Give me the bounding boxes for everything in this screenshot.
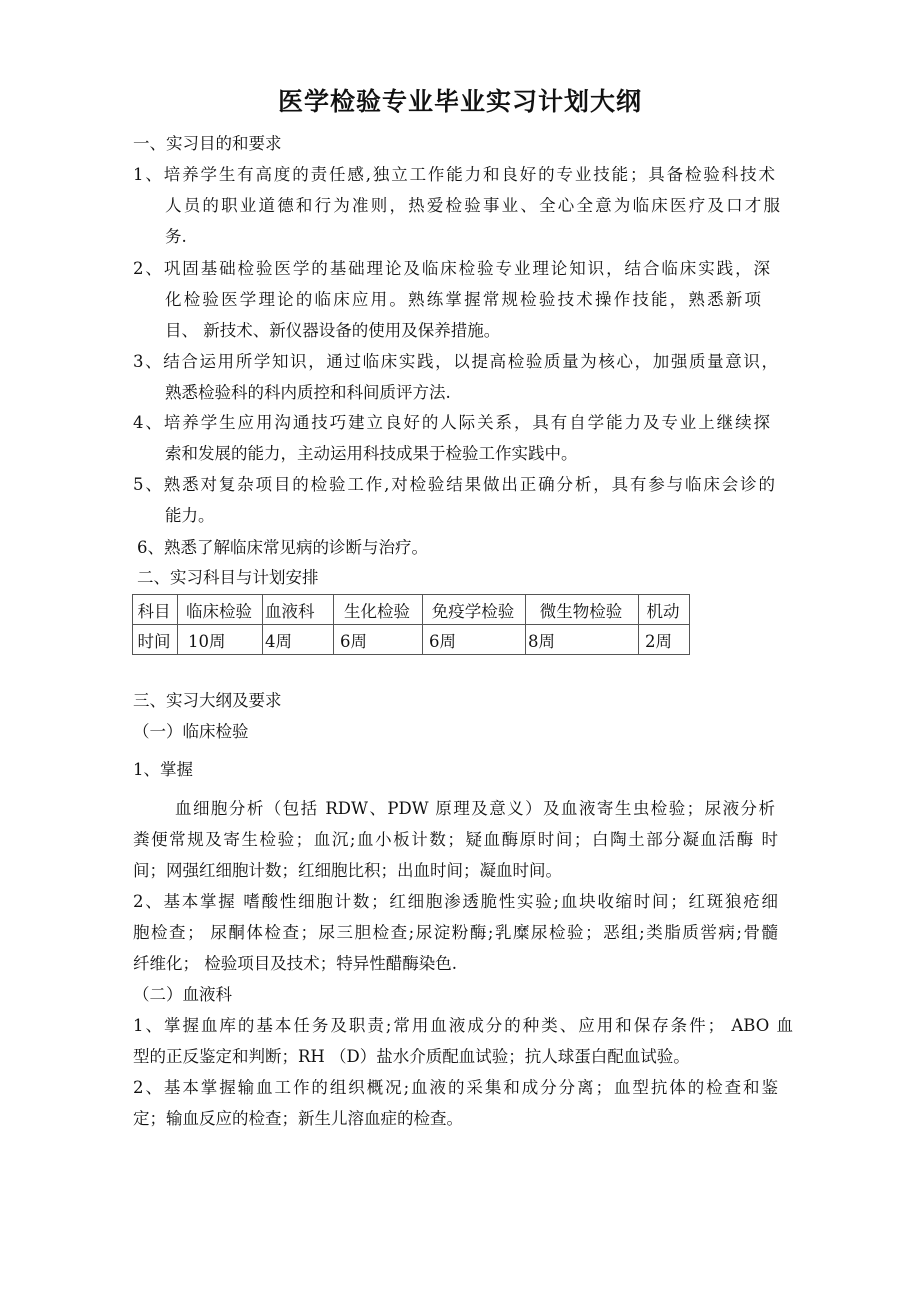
- table-cell: 10周: [178, 625, 263, 655]
- table-cell: 免疫学检验: [423, 595, 526, 625]
- document-title: 医学检验专业毕业实习计划大纲: [277, 87, 642, 116]
- paragraph-line: 1、掌握血库的基本任务及职责;常用血液成分的种类、应用和保存条件； ABO 血: [133, 1016, 793, 1035]
- table-cell: 8周: [526, 625, 639, 655]
- paragraph-line: 1、培养学生有高度的责任感,独立工作能力和良好的专业技能；具备检验科技术: [133, 165, 775, 184]
- table-cell: 时间: [133, 625, 178, 655]
- table-cell: 6周: [334, 625, 423, 655]
- subsection-heading: （一）临床检验: [133, 722, 249, 741]
- paragraph-line: 务.: [165, 227, 187, 246]
- table-cell: 4周: [263, 625, 334, 655]
- paragraph-line: 4、培养学生应用沟通技巧建立良好的人际关系，具有自学能力及专业上继续探: [133, 413, 770, 432]
- table-cell: 生化检验: [334, 595, 423, 625]
- table-cell: 临床检验: [178, 595, 263, 625]
- paragraph-line: 3、结合运用所学知识，通过临床实践，以提高检验质量为核心，加强质量意识，: [133, 352, 778, 371]
- paragraph-line: 间；网强红细胞计数；红细胞比积；出血时间；凝血时间。: [133, 861, 562, 880]
- paragraph-line: 索和发展的能力，主动运用科技成果于检验工作实践中。: [165, 444, 578, 463]
- paragraph-line: 2、巩固基础检验医学的基础理论及临床检验专业理论知识，结合临床实践，深: [133, 259, 770, 278]
- table-row: [133, 625, 690, 655]
- section-heading: 二、实习科目与计划安排: [137, 568, 319, 587]
- paragraph-line: 定；输血反应的检查；新生儿溶血症的检查。: [133, 1109, 463, 1128]
- paragraph-line: 2、基本掌握 嗜酸性细胞计数；红细胞渗透脆性实验;血块收缩时间；红斑狼疮细: [133, 892, 778, 911]
- subsection-heading: （二）血液科: [133, 985, 232, 1004]
- paragraph-line: 目、 新技术、新仪器设备的使用及保养措施。: [165, 321, 501, 340]
- table-row: [133, 595, 690, 625]
- paragraph-line: 6、熟悉了解临床常见病的诊断与治疗。: [137, 538, 428, 557]
- table-cell: 机动: [639, 595, 690, 625]
- paragraph-line: 2、基本掌握输血工作的组织概况;血液的采集和成分分离；血型抗体的检查和鉴: [133, 1078, 778, 1097]
- table-cell: 微生物检验: [526, 595, 639, 625]
- table-cell: 2周: [639, 625, 690, 655]
- paragraph-line: 5、熟悉对复杂项目的检验工作,对检验结果做出正确分析，具有参与临床会诊的: [133, 475, 775, 494]
- schedule-table: [132, 594, 690, 655]
- paragraph-line: 血细胞分析（包括 RDW、PDW 原理及意义）及血液寄生虫检验；尿液分析: [175, 799, 775, 818]
- section-heading: 三、实习大纲及要求: [133, 691, 282, 710]
- table-cell: 科目: [133, 595, 178, 625]
- subsection-heading: 1、掌握: [133, 760, 193, 779]
- paragraph-line: 胞检查； 尿酮体检查；尿三胆检查;尿淀粉酶;乳糜尿检验；恶组;类脂质喾病;骨髓: [133, 923, 778, 942]
- paragraph-line: 熟悉检验科的科内质控和科间质评方法.: [165, 383, 451, 402]
- paragraph-line: 粪便常规及寄生检验；血沉;血小板计数；疑血酶原时间；白陶土部分凝血活酶 时: [133, 830, 778, 849]
- paragraph-line: 型的正反鉴定和判断；RH （D）盐水介质配血试验；抗人球蛋白配血试验。: [133, 1047, 690, 1066]
- paragraph-line: 纤维化； 检验项目及技术；特异性醋酶染色.: [133, 954, 457, 973]
- table-cell: 血液科: [263, 595, 334, 625]
- paragraph-line: 人员的职业道德和行为准则，热爱检验事业、全心全意为临床医疗及口才服: [165, 196, 780, 215]
- table-cell: 6周: [423, 625, 526, 655]
- paragraph-line: 化检验医学理论的临床应用。熟练掌握常规检验技术操作技能，熟悉新项: [165, 290, 761, 309]
- paragraph-line: 能力。: [165, 506, 215, 525]
- section-heading: 一、实习目的和要求: [133, 134, 282, 153]
